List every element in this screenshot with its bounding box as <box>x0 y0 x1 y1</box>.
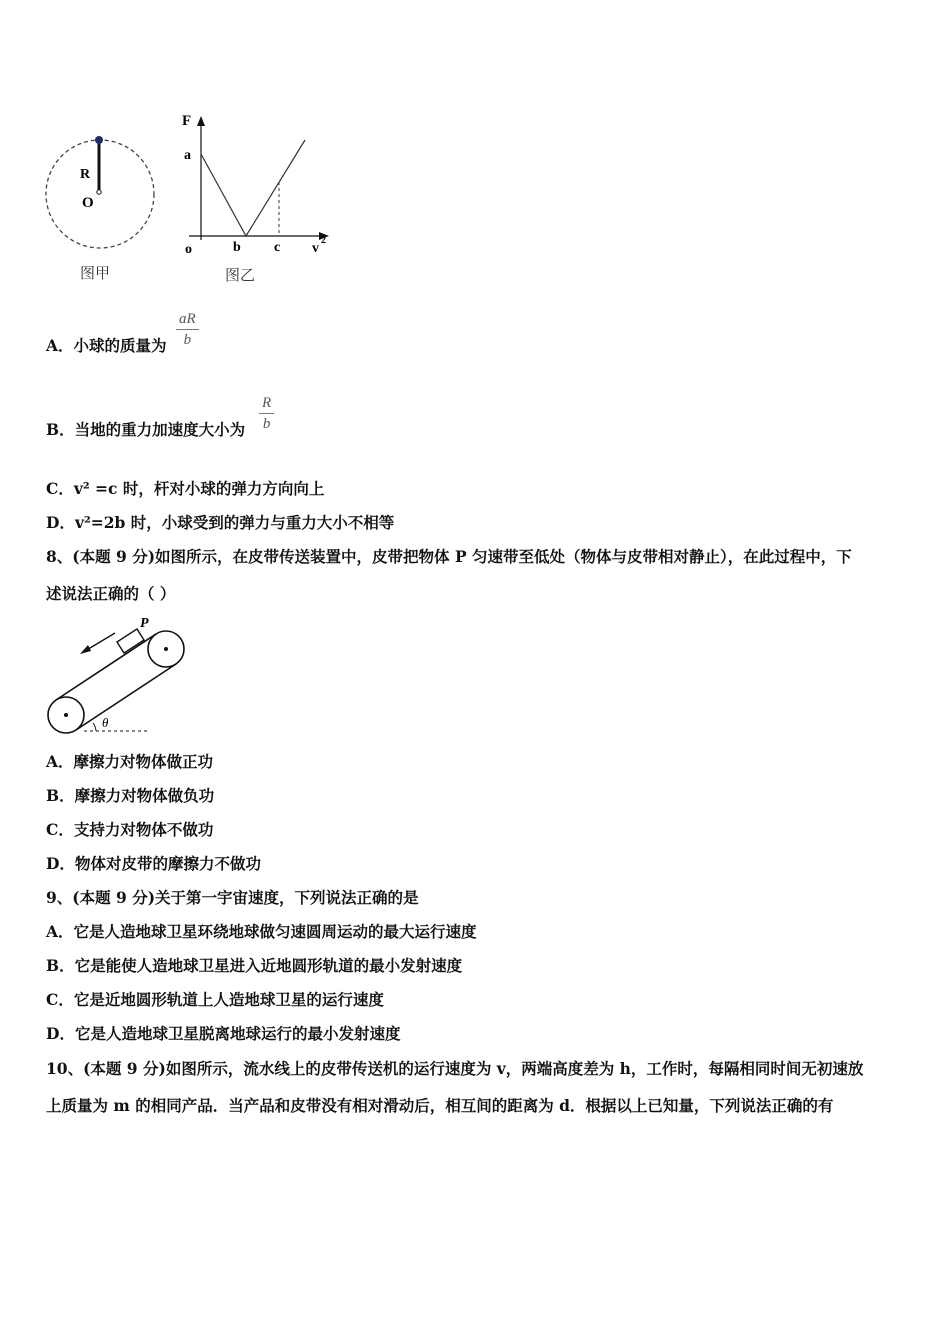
option-text: 支持力对物体不做功 <box>73 820 214 839</box>
ball <box>95 136 103 144</box>
q8-option-c <box>46 820 213 840</box>
option-prefix: D． <box>46 854 75 873</box>
option-prefix: C． <box>46 990 74 1009</box>
caption-fig-a: 图甲 <box>80 264 111 282</box>
option-text: 它是近地圆形轨道上人造地球卫星的运行速度 <box>73 990 384 1009</box>
option-prefix: A． <box>46 752 74 771</box>
fraction-denominator: b <box>262 416 271 432</box>
q9-option-a <box>46 922 477 942</box>
option-prefix: B． <box>46 420 75 439</box>
option-prefix: C． <box>46 820 74 839</box>
q9-option-b <box>46 956 462 976</box>
q8-option-d <box>46 854 261 874</box>
option-text: 它是人造地球卫星脱离地球运行的最小发射速度 <box>74 1024 401 1043</box>
option-prefix: C． <box>46 479 74 498</box>
lower-pulley-axle <box>64 713 68 717</box>
q7-option-b <box>46 420 245 440</box>
option-text: v²=2b 时，小球受到的弹力与重力大小不相等 <box>74 513 395 532</box>
belt-lower <box>76 664 176 730</box>
y-axis-arrow-icon <box>197 116 205 126</box>
q7-option-a <box>46 336 167 356</box>
question-stem: 上质量为 m 的相同产品．当产品和皮带没有相对滑动后，相互间的距离为 d．根据以上已知量，下列说法正确的有 <box>46 1096 834 1115</box>
option-prefix: A． <box>46 922 74 941</box>
fraction-bar <box>176 329 199 330</box>
label-squared: 2 <box>321 235 326 246</box>
caption-fig-b: 图乙 <box>225 266 256 284</box>
q7-a-fraction <box>176 311 199 349</box>
q7-option-d <box>46 513 394 533</box>
option-text: v² =c 时，杆对小球的弹力方向向上 <box>73 479 325 498</box>
label-R: R <box>80 167 91 182</box>
option-text: 当地的重力加速度大小为 <box>74 420 246 439</box>
question-number: 9、 <box>46 888 73 907</box>
motion-arrow-head-icon <box>80 645 91 654</box>
figure-f-v2-graph <box>175 110 335 260</box>
label-v: v <box>312 241 319 256</box>
label-P: P <box>140 616 149 631</box>
label-o: o <box>185 242 192 257</box>
q8-stem-line2 <box>46 584 175 604</box>
q9-option-d <box>46 1024 400 1044</box>
option-text: 物体对皮带的摩擦力不做功 <box>74 854 261 873</box>
fraction-numerator: R <box>262 395 272 411</box>
pivot-point <box>97 190 101 194</box>
figure-circle-rod <box>40 130 165 270</box>
belt-upper <box>56 634 156 700</box>
question-number: 8、 <box>46 547 73 566</box>
question-stem: (本题 9 分)关于第一宇宙速度，下列说法正确的是 <box>72 888 419 907</box>
label-theta: θ <box>102 715 109 730</box>
figure-conveyor-belt <box>40 612 200 738</box>
question-stem: (本题 9 分)如图所示，在皮带传送装置中，皮带把物体 P 匀速带至低处（物体与皮带相对静止），在此过程中，下 <box>72 547 852 566</box>
fraction-bar <box>259 413 274 414</box>
label-O: O <box>82 195 94 211</box>
f-curve <box>201 140 305 236</box>
question-stem: 述说法正确的（ ） <box>46 584 176 603</box>
option-text: 小球的质量为 <box>73 336 167 355</box>
q10-stem-line1 <box>46 1059 863 1079</box>
option-prefix: B． <box>46 786 75 805</box>
block-P <box>117 629 144 653</box>
fraction-denominator: b <box>183 332 192 348</box>
fraction-numerator: aR <box>179 311 196 327</box>
option-prefix: A． <box>46 336 74 355</box>
upper-pulley-axle <box>164 647 168 651</box>
q7-option-c <box>46 479 324 499</box>
q10-stem-line2 <box>46 1096 833 1116</box>
q8-option-a <box>46 752 213 772</box>
option-text: 它是人造地球卫星环绕地球做匀速圆周运动的最大运行速度 <box>73 922 477 941</box>
option-prefix: D． <box>46 513 75 532</box>
question-stem: (本题 9 分)如图所示，流水线上的皮带传送机的运行速度为 v，两端高度差为 h，工作时，每隔相同时间无初速放 <box>83 1059 864 1078</box>
angle-arc <box>93 723 96 731</box>
q9-stem <box>46 888 419 908</box>
option-text: 摩擦力对物体做负功 <box>74 786 215 805</box>
q8-stem-line1 <box>46 547 852 567</box>
q7-b-fraction <box>259 395 274 433</box>
option-text: 它是能使人造地球卫星进入近地圆形轨道的最小发射速度 <box>74 956 463 975</box>
label-F: F <box>182 113 192 129</box>
option-prefix: B． <box>46 956 75 975</box>
q8-option-b <box>46 786 214 806</box>
option-prefix: D． <box>46 1024 75 1043</box>
label-c: c <box>274 240 281 255</box>
label-b: b <box>233 240 241 255</box>
q9-option-c <box>46 990 384 1010</box>
question-number: 10、 <box>46 1059 84 1078</box>
label-a: a <box>184 148 191 163</box>
option-text: 摩擦力对物体做正功 <box>73 752 214 771</box>
